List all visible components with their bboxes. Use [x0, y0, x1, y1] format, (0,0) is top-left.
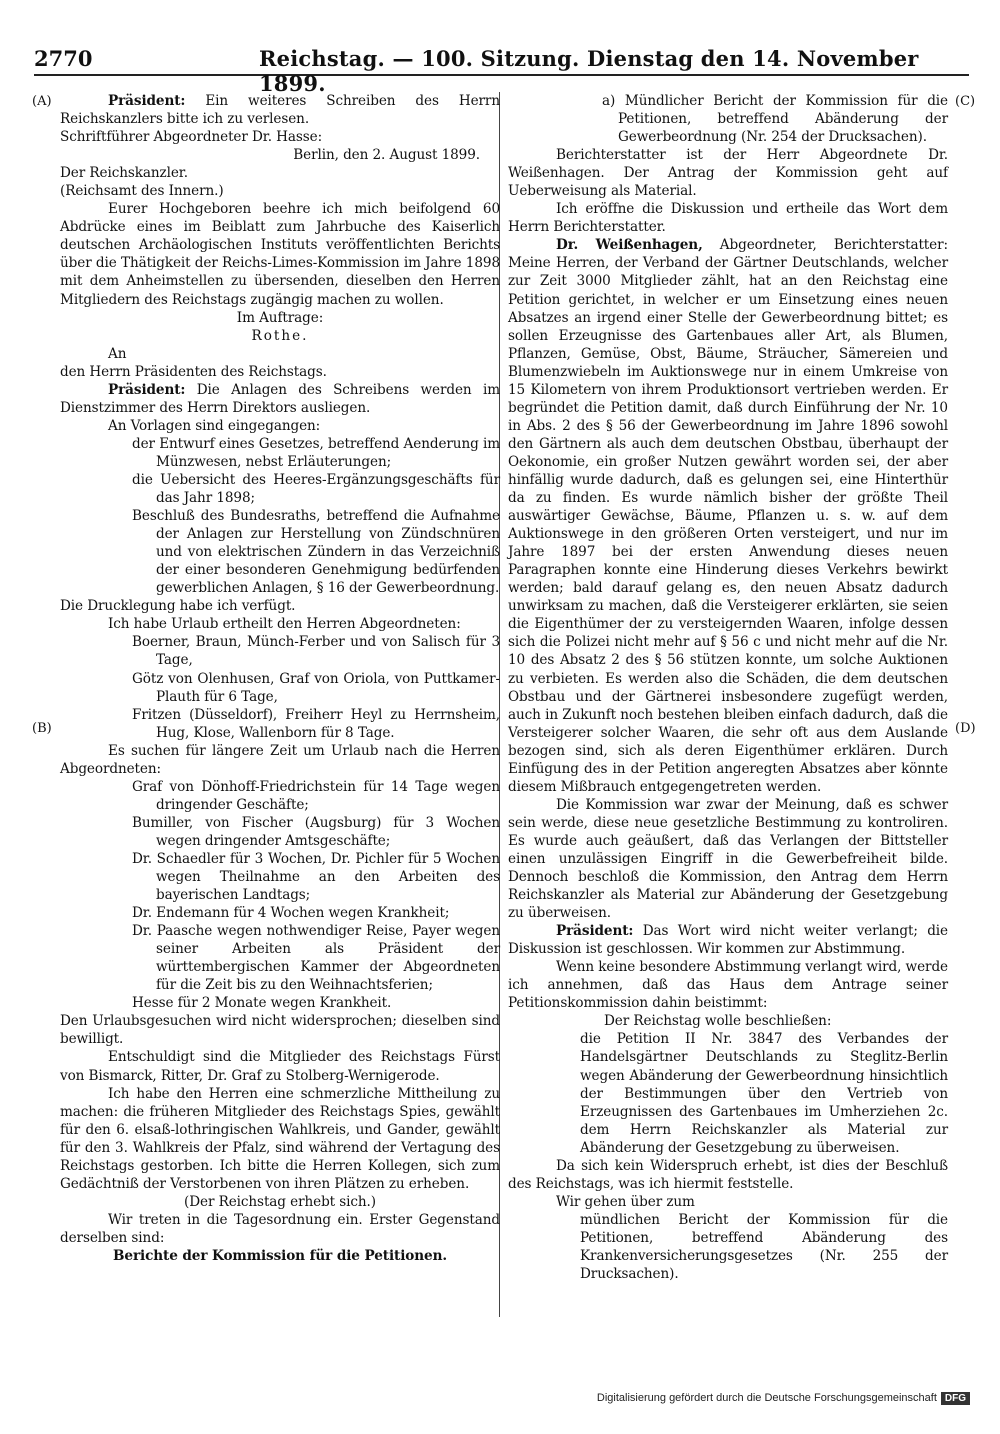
list-item: Götz von Olenhusen, Graf von Oriola, von Puttkamer-Plauth für 6 Tage, — [132, 670, 500, 705]
paragraph: den Herrn Präsidenten des Reichstags. — [60, 363, 327, 380]
footer-text: Digitalisierung gefördert durch die Deutsche Forschungsgemeinschaft — [596, 1392, 937, 1404]
page-header — [34, 44, 969, 96]
paragraph: Der Reichskanzler. — [60, 165, 188, 182]
paragraph: Ich habe den Herren eine schmerzliche Mittheilung zu machen: die früheren Mitglieder des Reichstags Spies, gewählt für den 6. elsaß-lothringischen Wahlkreis, und Gander, gewählt für den 3. Wahlkreis der Pfalz, sind während der Vertagung des Reichstags gestorben. Ich bitte die Herren Kollegen, sich zum Gedächtniß der Verstorbenen von ihren Plätzen zu erheben. — [60, 1085, 500, 1192]
list-item: der Entwurf eines Gesetzes, betreffend Aenderung im Münzwesen, nebst Erläuterungen; — [132, 435, 500, 470]
page-number: 2770 — [34, 46, 93, 71]
list-item: Bumiller, von Fischer (Augsburg) für 3 Wochen wegen dringender Amtsgeschäfte; — [132, 814, 500, 849]
speaker-label: Präsident: — [108, 381, 186, 398]
paragraph: Im Auftrage: — [236, 309, 324, 326]
list-item: die Uebersicht des Heeres-Ergänzungsgeschäfts für das Jahr 1898; — [132, 471, 500, 507]
paragraph: Eurer Hochgeboren beehre ich mich beifolgend 60 Abdrücke eines im Beiblatt zum Jahrbuche des Kaiserlich deutschen Archäologischen Instituts veröffentlichten Berichts über die Thätigkeit der Reichs-Limes-Kommission im Jahre 1898 mit dem Anheimstellen zu übersenden, dieselben den Herren Mitgliedern des Reichstags zugängig machen zu wollen. — [60, 201, 500, 308]
margin-marker-d: (D) — [955, 721, 976, 736]
paragraph: Präsident: Die Anlagen des Schreibens werden im Dienstzimmer des Herrn Direktors ausliegen. — [60, 381, 500, 416]
paragraph: An Vorlagen sind eingegangen: — [108, 417, 321, 434]
paragraph: Berichterstatter ist der Herr Abgeordnete Dr. Weißenhagen. Der Antrag der Kommission geht auf Ueberweisung als Material. — [508, 147, 948, 200]
speaker-label: Präsident: — [108, 93, 186, 109]
list-item: Dr. Schaedler für 3 Wochen, Dr. Pichler für 5 Wochen wegen Theilnahme an den Arbeiten des bayerischen Landtags; — [132, 850, 500, 904]
margin-marker-c: (C) — [955, 94, 976, 109]
section-heading: a) Mündlicher Bericht der Kommission für die Petitionen, betreffend Abänderung der Gewerbeordnung (Nr. 254 der Drucksachen). — [602, 93, 948, 146]
section-heading: Berichte der Kommission für die Petitionen. — [113, 1248, 447, 1264]
list-item: Hesse für 2 Monate wegen Krankheit. — [132, 995, 392, 1012]
paragraph: Der Reichstag wolle beschließen: — [604, 1013, 832, 1030]
paragraph: Es suchen für längere Zeit um Urlaub nach die Herren Abgeordneten: — [60, 742, 500, 777]
paragraph: Wir gehen über zum — [556, 1193, 695, 1210]
right-column — [508, 92, 948, 1283]
footer-credit — [597, 1392, 970, 1405]
list-item: Dr. Paasche wegen nothwendiger Reise, Payer wegen seiner Arbeiten als Präsident der württembergischen Kammer der Abgeordneten für die Zeit bis zu den Weihnachtsferien; — [132, 923, 500, 994]
paragraph: Die Kommission war zwar der Meinung, daß es schwer sein werde, diese neue gesetzliche Bestimmung zu kontroliren. Es wurde auch geäußert, daß das Verlangen der Bittsteller einen unzulässigen Eingriff in die Gewerbefreiheit bilde. Dennoch beschloß die Kommission, den Antrag dem Herrn Reichskanzler als Material zur Abänderung der Gesetzgebung zu überweisen. — [508, 796, 948, 922]
running-title: Reichstag. — 100. Sitzung. Dienstag den 14. November 1899. — [259, 46, 919, 96]
paragraph: Rothe. — [251, 327, 309, 344]
list-item: Graf von Dönhoff-Friedrichstein für 14 Tage wegen dringender Geschäfte; — [132, 778, 500, 813]
paragraph: Entschuldigt sind die Mitglieder des Reichstags Fürst von Bismarck, Ritter, Dr. Graf zu Stolberg-Wernigerode. — [60, 1049, 500, 1084]
paragraph: Ich eröffne die Diskussion und ertheile das Wort dem Herrn Berichterstatter. — [508, 201, 948, 236]
speaker-label: Dr. Weißenhagen, — [556, 237, 703, 254]
paragraph: (Der Reichstag erhebt sich.) — [184, 1193, 376, 1210]
paragraph: Dr. Weißenhagen, Abgeordneter, Berichterstatter: Meine Herren, der Verband der Gärtner Deutschlands, welcher zur Zeit 3000 Mitglieder zählt, hat an den Reichstag eine Petition gerichtet, in welcher er um Einsetzung eines neuen Absatzes an irgend einer Stelle der Gewerbeordnung bittet; es sollen Erzeugnisse des Gartenbaues aller Art, als Blumen, Pflanzen, Gemüse, Obst, Bäume, Sträucher, Sämereien und Blumenzwiebeln im Auktionswege nur in einem Umkreise von 15 Kilometern von ihrem Produktionsort vertrieben werden. Er begründet die Petition damit, daß durch Einführung der Nr. 10 in Abs. 2 des § 56 der Gewerbeordnung im Jahre 1896 sowohl den Gärtnern als auch dem deutschen Obstbau, überhaupt der Oekonomie, ein großer Nutzen gewährt worden sei, der aber hinfällig wurde dadurch, daß es gelungen sei, eine Hinterthür da zu finden. Es wurde nämlich bisher der größte Theil auswärtiger Gewächse, Bäume, Pflanzen u. s. w. auf dem Auktionswege in den größeren Orten versteigert, und nur im Jahre 1897 bei der ersten Anwendung dieses neuen Paragraphen konnte eine Hinderung dieses Verkehrs bewirkt werden; bald darauf gelang es, den neuen Absatz dadurch unwirksam zu machen, daß die Versteigerer erklärten, sie seien die Eigenthümer der zu versteigernden Waaren, infolge dessen sich die Polizei nicht mehr auf § 56 c und nicht mehr auf die Nr. 10 des Absatz 2 des § 56 stützen konnte, um solche Auktionen zu verbieten. Es werden also die Schäden, die dem deutschen Obstbau und der Gärtnerei insbesondere zugefügt werden, auch in Zukunft noch bestehen bleiben einfach dadurch, daß die Versteigerer solcher Waaren, die sehr oft aus dem Auslande bezogen sind, sich als deren Eigenthümer erklären. Durch Einfügung des in der Petition angeregten Absatzes aber könnte diesem Mißbrauch entgegengetreten werden. — [508, 237, 948, 795]
paragraph: Berlin, den 2. August 1899. — [293, 147, 480, 164]
paragraph: Da sich kein Widerspruch erhebt, ist dies der Beschluß des Reichstags, was ich hiermit feststelle. — [508, 1157, 948, 1192]
list-item: Beschluß des Bundesraths, betreffend die Aufnahme der Anlagen zur Herstellung von Zündschnüren und von elektrischen Zündern in das Verzeichniß der einer besonderen Genehmigung bedürfenden gewerblichen Anlagen, § 16 der Gewerbeordnung. — [132, 508, 500, 597]
paragraph: Schriftführer Abgeordneter Dr. Hasse: — [60, 129, 323, 146]
list-item: Dr. Endemann für 4 Wochen wegen Krankheit; — [132, 905, 450, 922]
paragraph: Präsident: Das Wort wird nicht weiter verlangt; die Diskussion ist geschlossen. Wir kommen zur Abstimmung. — [508, 923, 948, 958]
paragraph: Den Urlaubsgesuchen wird nicht widersprochen; dieselben sind bewilligt. — [60, 1013, 500, 1048]
paragraph: Wenn keine besondere Abstimmung verlangt wird, werde ich annehmen, daß das Haus dem Antrage seiner Petitionskommission dahin beistimmt: — [508, 959, 948, 1012]
paragraph: Wir treten in die Tagesordnung ein. Erster Gegenstand derselben sind: — [60, 1211, 500, 1246]
margin-marker-a: (A) — [32, 94, 52, 109]
margin-marker-b: (B) — [32, 721, 52, 736]
paragraph: Ich habe Urlaub ertheilt den Herren Abgeordneten: — [108, 616, 461, 633]
paragraph: mündlichen Bericht der Kommission für die Petitionen, betreffend Abänderung des Krankenversicherungsgesetzes (Nr. 255 der Drucksachen). — [580, 1211, 948, 1283]
left-column — [34, 92, 500, 1265]
list-item: Fritzen (Düsseldorf), Freiherr Heyl zu Herrnsheim, Hug, Klose, Wallenborn für 8 Tage. — [132, 706, 500, 741]
paragraph: Die Drucklegung habe ich verfügt. — [60, 598, 296, 615]
dfg-logo: DFG — [941, 1392, 970, 1405]
paragraph: die Petition II Nr. 3847 des Verbandes der Handelsgärtner Deutschlands zu Steglitz-Berlin wegen Abänderung der Gewerbeordnung hinsichtlich der Bestimmungen über den Vertrieb von Erzeugnissen des Gartenbaues im Umherziehen 2c. dem Herrn Reichskanzler als Material zur Abänderung der Gesetzgebung zu überweisen. — [580, 1031, 948, 1156]
list-item: Boerner, Braun, Münch-Ferber und von Salisch für 3 Tage, — [132, 634, 500, 669]
paragraph: (Reichsamt des Innern.) — [60, 183, 224, 200]
paragraph: Präsident: Ein weiteres Schreiben des Herrn Reichskanzlers bitte ich zu verlesen. — [60, 93, 500, 128]
paragraph: An — [108, 345, 127, 362]
speaker-label: Präsident: — [556, 923, 634, 940]
